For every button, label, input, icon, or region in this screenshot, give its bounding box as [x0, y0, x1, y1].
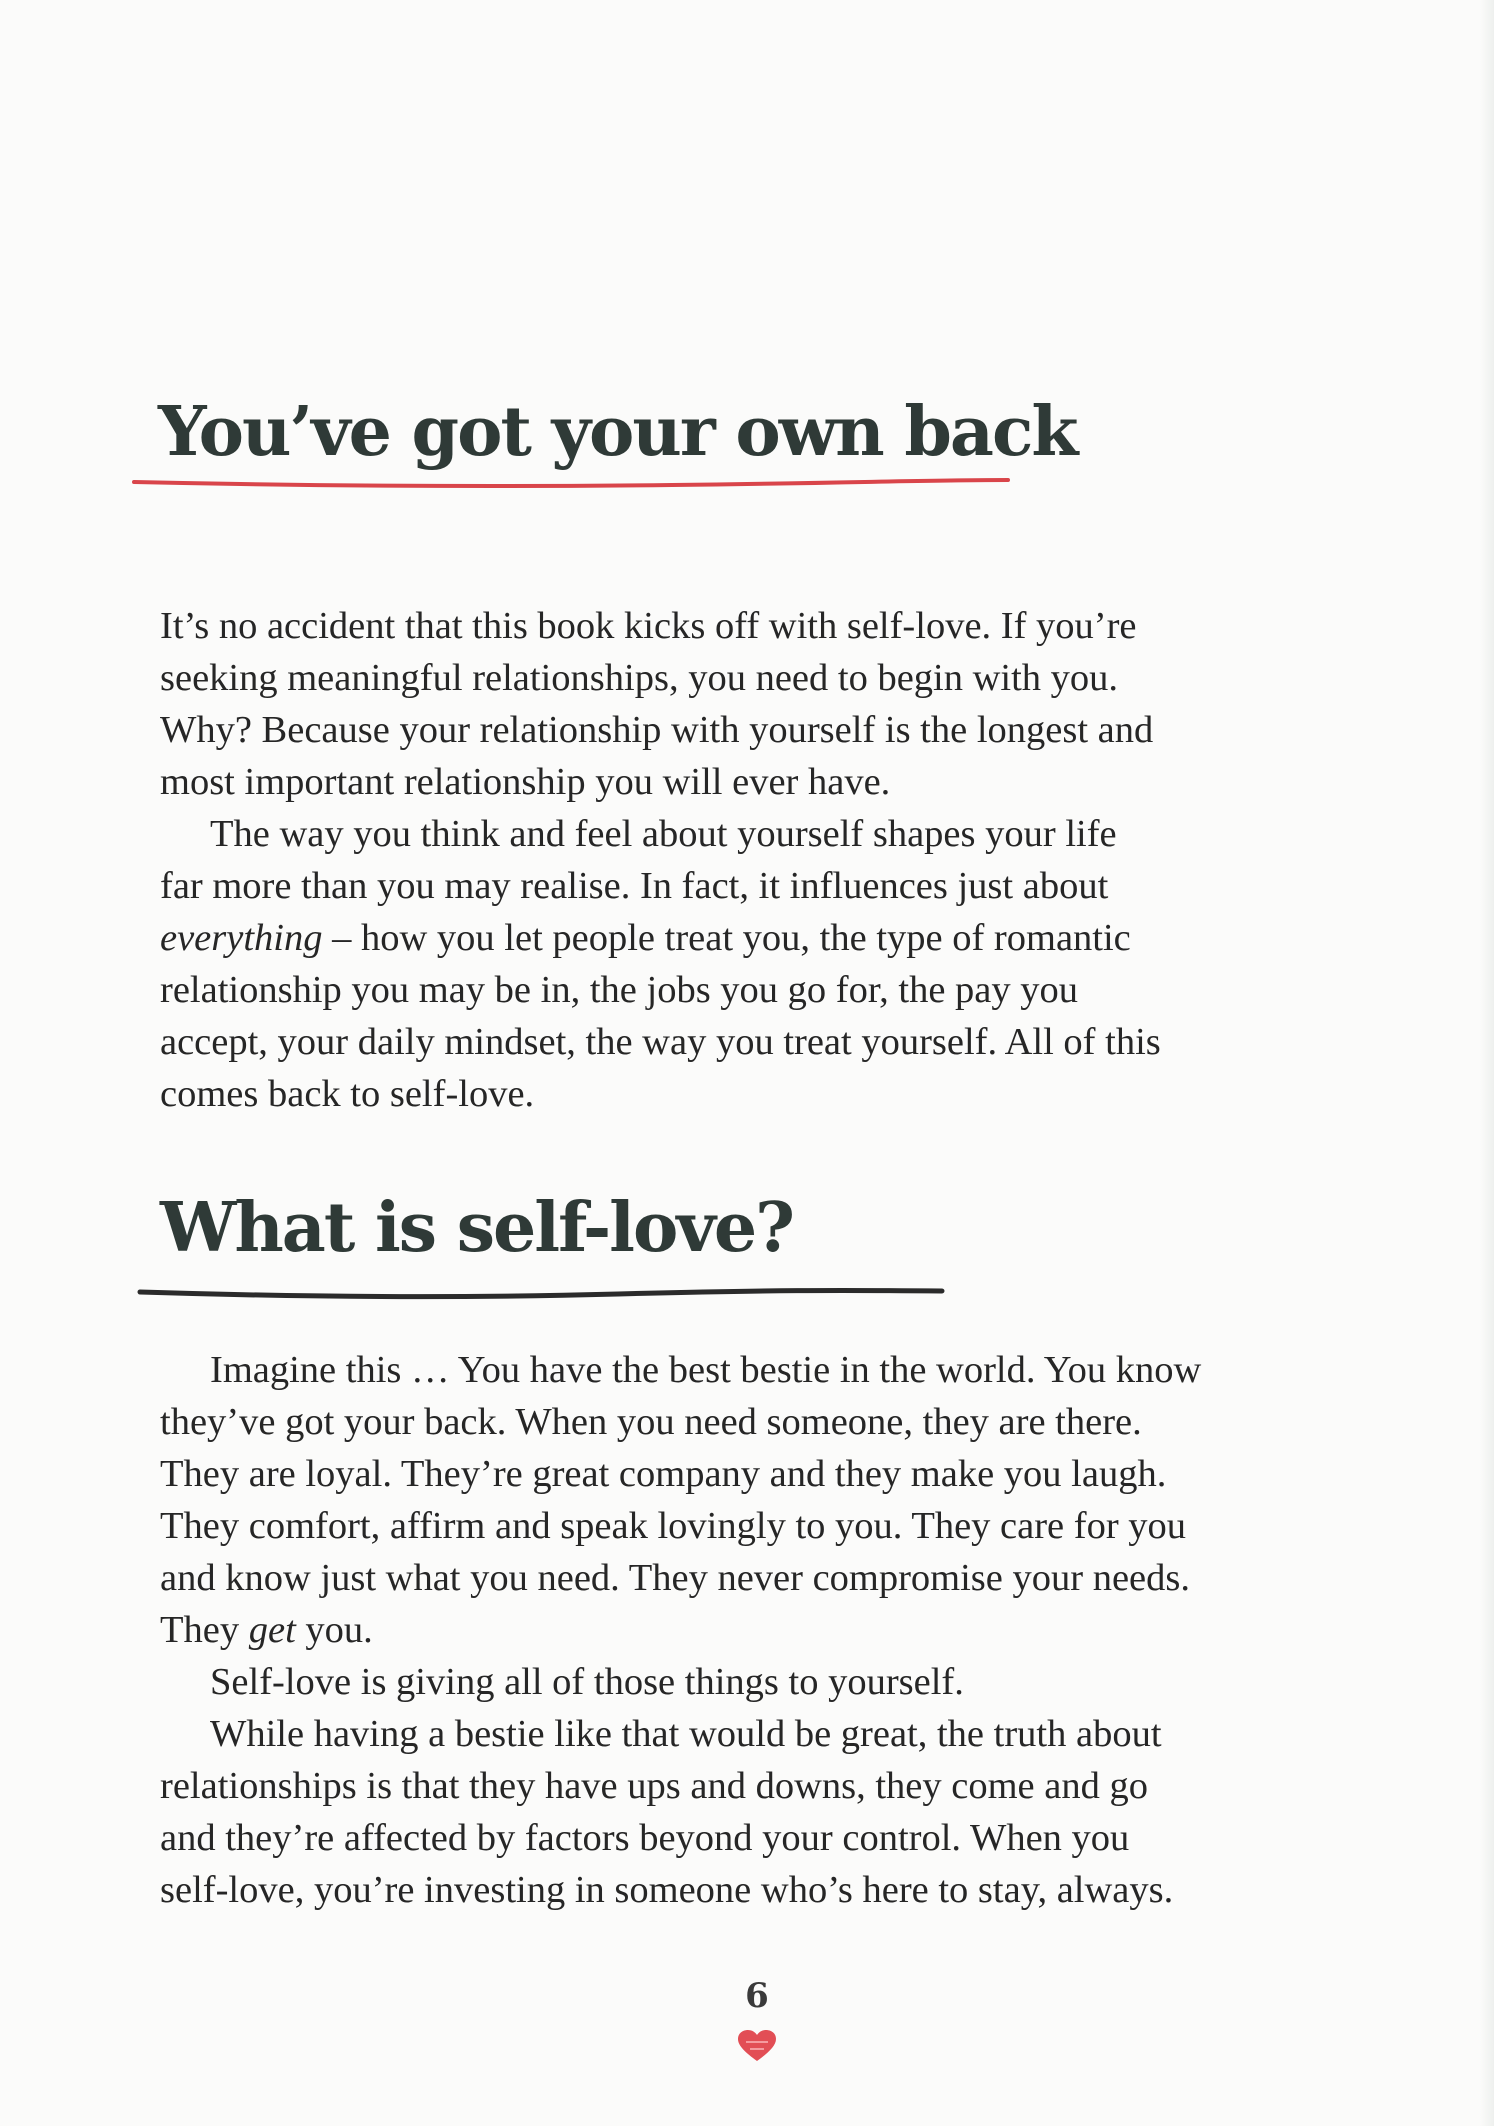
section2-body	[160, 1344, 1360, 1916]
body-line: comes back to self-love.	[160, 1073, 535, 1115]
body-line: seeking meaningful relationships, you need to begin with you.	[160, 657, 1119, 699]
body-line-get	[160, 1604, 1360, 1656]
body-line: self-love, you’re investing in someone who’s here to stay, always.	[160, 1869, 1174, 1911]
body-line: They comfort, affirm and speak lovingly to you. They care for you	[160, 1505, 1187, 1547]
body-line: accept, your daily mindset, the way you treat yourself. All of this	[160, 1021, 1161, 1063]
body-line: far more than you may realise. In fact, it influences just about	[160, 865, 1109, 907]
italic-word: everything	[160, 917, 323, 959]
body-line: and they’re affected by factors beyond your control. When you	[160, 1817, 1130, 1859]
body-line: relationship you may be in, the jobs you go for, the pay you	[160, 969, 1079, 1011]
body-line: It’s no accident that this book kicks off with self-love. If you’re	[160, 605, 1137, 647]
body-line-pre: They	[160, 1609, 249, 1651]
body-line: While having a bestie like that would be great, the truth about	[210, 1713, 1162, 1755]
body-line: most important relationship you will ever have.	[160, 761, 891, 803]
page-number: 6	[745, 1976, 769, 2016]
body-line-post: you.	[295, 1609, 373, 1651]
section-heading-own-back: You’ve got your own back	[158, 392, 1077, 472]
italic-word: get	[248, 1609, 296, 1651]
body-line: The way you think and feel about yourself shapes your life	[210, 813, 1117, 855]
section1-body	[160, 600, 1360, 1120]
body-line: Imagine this … You have the best bestie in the world. You know	[210, 1349, 1202, 1391]
heart-icon	[736, 2029, 778, 2063]
section-heading-self-love: What is self-love?	[160, 1188, 793, 1268]
body-line-everything	[160, 912, 1360, 964]
body-line: They are loyal. They’re great company and they make you laugh.	[160, 1453, 1167, 1495]
body-line: Self-love is giving all of those things to yourself.	[210, 1661, 964, 1703]
body-line-rest: – how you let people treat you, the type of romantic	[322, 917, 1131, 959]
body-line: and know just what you need. They never compromise your needs.	[160, 1557, 1190, 1599]
body-line: relationships is that they have ups and downs, they come and go	[160, 1765, 1148, 1807]
body-line: they’ve got your back. When you need someone, they are there.	[160, 1401, 1142, 1443]
page-edge	[1480, 0, 1494, 2126]
red-underline	[132, 474, 1012, 490]
dark-underline	[138, 1284, 946, 1300]
body-line: Why? Because your relationship with yourself is the longest and	[160, 709, 1154, 751]
